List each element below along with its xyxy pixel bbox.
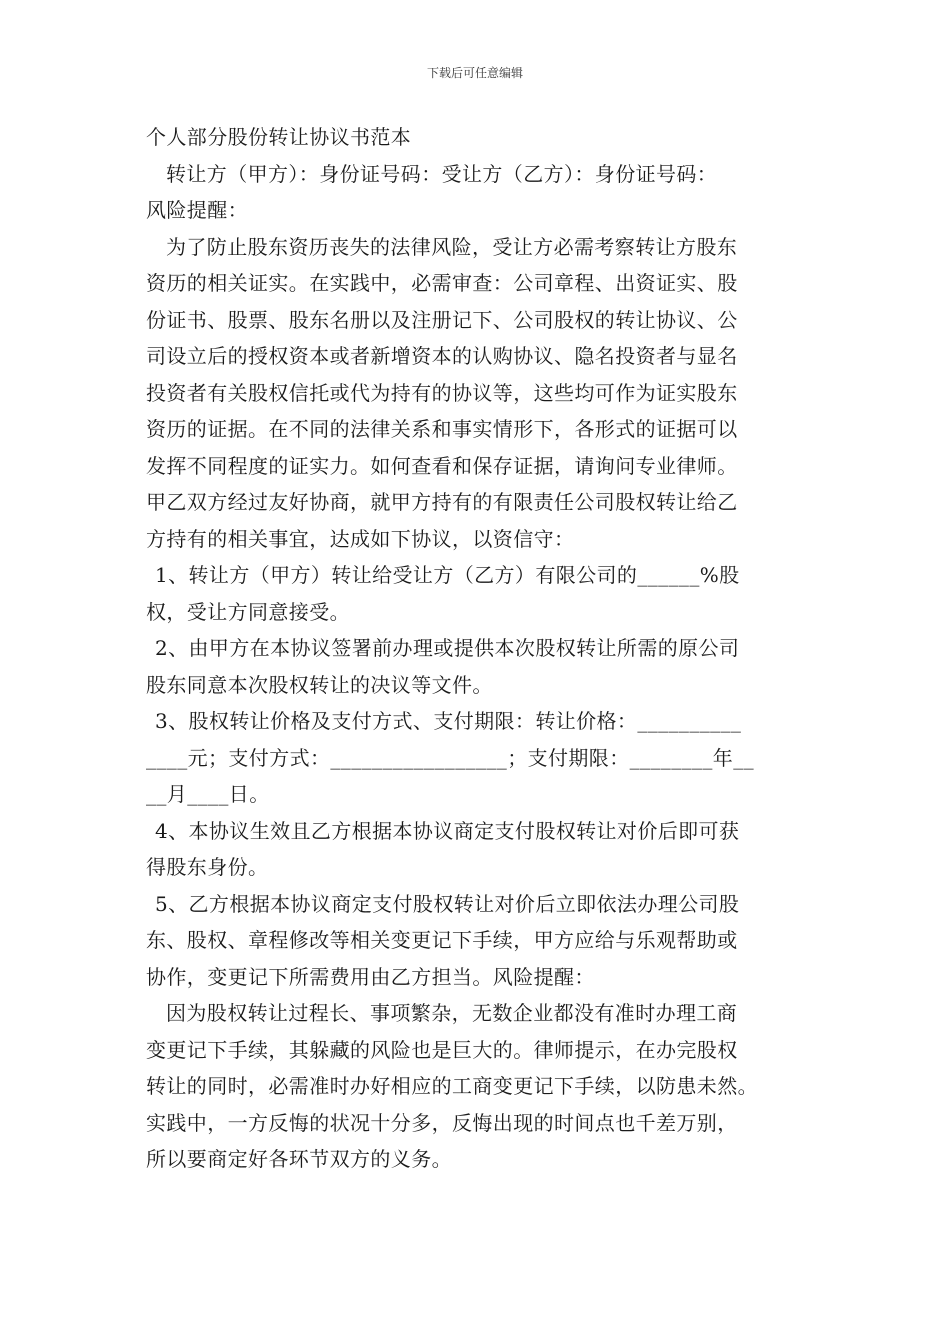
- text-line: 3、股权转让价格及支付方式、支付期限：转让价格：__________: [155, 709, 742, 733]
- text-line: 2、由甲方在本协议签署前办理或提供本次股权转让所需的原公司: [155, 636, 740, 660]
- text-line: 4、本协议生效且乙方根据本协议商定支付股权转让对价后即可获: [155, 818, 740, 843]
- document-body: [146, 119, 826, 1178]
- text-line: 司设立后的授权资本或者新增资本的认购协议、隐名投资者与显名: [146, 344, 738, 368]
- text-line: 甲乙双方经过友好协商，就甲方持有的有限责任公司股权转让给乙: [146, 490, 738, 514]
- text-line: 份证书、股票、股东名册以及注册记下、公司股权的转让协议、公: [146, 307, 738, 332]
- text-line: 股东同意本次股权转让的决议等文件。: [146, 672, 493, 697]
- page-header: 下载后可任意编辑: [426, 66, 523, 80]
- text-line: 为了防止股东资历丧失的法律风险，受让方必需考察转让方股东: [166, 234, 738, 259]
- text-line: 所以要商定好各环节双方的义务。: [146, 1147, 452, 1171]
- text-line: 5、乙方根据本协议商定支付股权转让对价后立即依法办理公司股: [155, 891, 740, 916]
- text-line: 协作，变更记下所需费用由乙方担当。风险提醒：: [146, 964, 595, 989]
- text-line: 投资者有关股权信托或代为持有的协议等，这些均可作为证实股东: [146, 380, 738, 405]
- text-line: 转让方（甲方）：身份证号码：受让方（乙方）：身份证号码：: [166, 161, 718, 186]
- text-line: 权，受让方同意接受。: [146, 599, 350, 624]
- document-title: 个人部分股份转让协议书范本: [146, 125, 412, 149]
- text-line: 得股东身份。: [146, 855, 269, 879]
- text-line: 发挥不同程度的证实力。如何查看和保存证据，请询问专业律师。: [146, 453, 738, 478]
- text-line: 资历的证据。在不同的法律关系和事实情形下，各形式的证据可以: [146, 417, 738, 441]
- text-line: 实践中，一方反悔的状况十分多，反悔出现的时间点也千差万别，: [146, 1110, 738, 1135]
- text-line: 变更记下手续，其躲藏的风险也是巨大的。律师提示，在办完股权: [146, 1037, 738, 1062]
- text-line: 方持有的相关事宜，达成如下协议，以资信守：: [146, 526, 575, 551]
- text-line: 东、股权、章程修改等相关变更记下手续，甲方应给与乐观帮助或: [146, 928, 738, 952]
- text-line: ____元；支付方式：_________________；支付期限：________年__: [146, 745, 754, 770]
- text-line: 转让的同时，必需准时办好相应的工商变更记下手续，以防患未然。: [146, 1074, 758, 1098]
- text-line: 风险提醒：: [146, 198, 248, 222]
- text-line: __月____日。: [146, 782, 270, 806]
- text-line: 1、转让方（甲方）转让给受让方（乙方）有限公司的______%股: [155, 563, 740, 587]
- text-line: 因为股权转让过程长、事项繁杂，无数企业都没有准时办理工商: [166, 1001, 738, 1025]
- text-line: 资历的相关证实。在实践中，必需审查：公司章程、出资证实、股: [146, 271, 738, 295]
